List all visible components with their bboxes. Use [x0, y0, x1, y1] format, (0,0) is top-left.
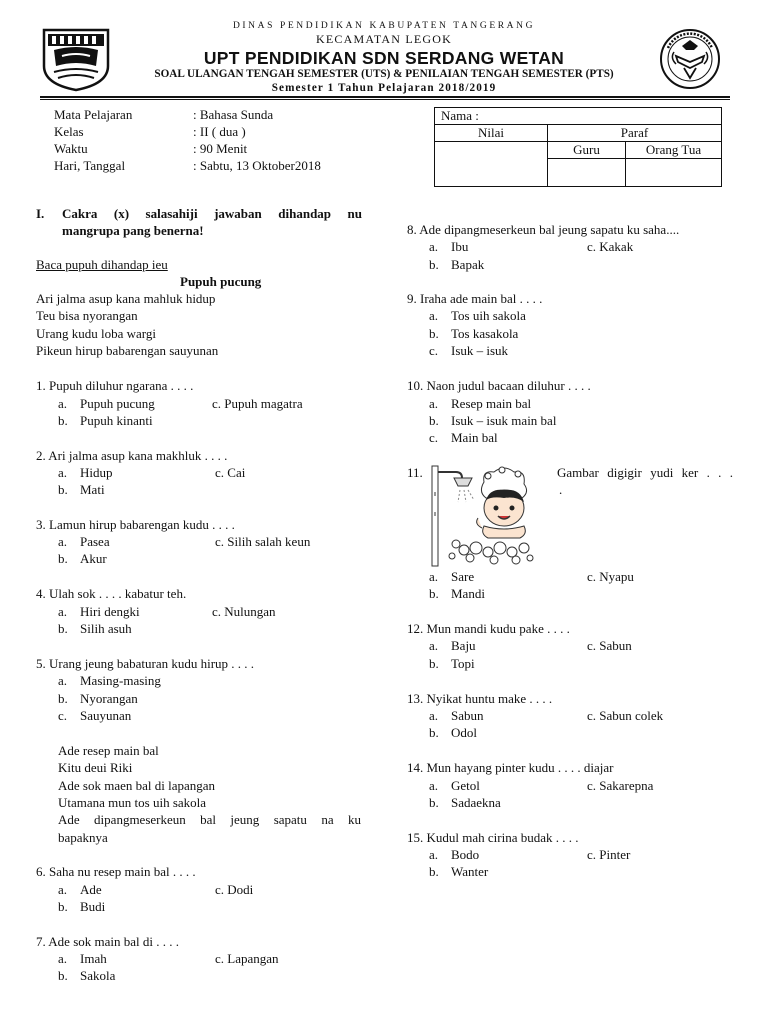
option-b[interactable]: Budi: [80, 899, 106, 914]
reading-intro: Baca pupuh dihandap ieu: [36, 257, 168, 272]
option-a[interactable]: Hidup: [80, 465, 113, 480]
option-b[interactable]: Wanter: [451, 864, 489, 879]
option-c[interactable]: c. Sabun: [587, 638, 632, 653]
option-c[interactable]: c. Cai: [215, 465, 246, 480]
option-b[interactable]: Isuk – isuk main bal: [451, 413, 557, 428]
info-value: : 90 Menit: [193, 141, 248, 156]
option-b[interactable]: Sadaekna: [451, 795, 501, 810]
option-label: a.: [429, 396, 439, 411]
instruction-line-1: Cakra (x) salasahiji jawaban dihandap nu: [62, 206, 362, 221]
option-label: a.: [429, 847, 439, 862]
option-label: a.: [429, 569, 439, 584]
orang-tua-signature-cell[interactable]: [626, 159, 722, 187]
option-b[interactable]: Bapak: [451, 257, 485, 272]
option-label: b.: [429, 257, 439, 272]
option-label: a.: [58, 882, 68, 897]
question-4: 4. Ulah sok . . . . kabatur teh.: [36, 586, 187, 601]
option-label: b.: [429, 864, 439, 879]
option-a[interactable]: Ibu: [451, 239, 469, 254]
semester-line: Semester 1 Tahun Pelajaran 2018/2019: [271, 82, 497, 94]
option-label: b.: [58, 968, 68, 983]
question-2: 2. Ari jalma asup kana makhluk . . . .: [36, 448, 228, 463]
header-rule-thin: [40, 99, 730, 100]
option-c[interactable]: c. Sakarepna: [587, 778, 654, 793]
orang-tua-header: Orang Tua: [626, 142, 722, 159]
option-c[interactable]: Main bal: [451, 430, 498, 445]
question-11-number: 11.: [407, 465, 423, 480]
option-label: b.: [429, 795, 439, 810]
paraf-header: Paraf: [548, 125, 722, 142]
school-name: UPT PENDIDIKAN SDN SERDANG WETAN: [203, 48, 565, 68]
option-label: c.: [429, 430, 439, 445]
question-13: 13. Nyikat huntu make . . . .: [407, 691, 553, 706]
option-c[interactable]: c. Sabun colek: [587, 708, 664, 723]
option-c[interactable]: Isuk – isuk: [451, 343, 509, 358]
nilai-cell[interactable]: [435, 142, 548, 187]
option-label: a.: [429, 308, 439, 323]
guru-header: Guru: [548, 142, 626, 159]
poem-line: Urang kudu loba wargi: [36, 326, 156, 341]
option-label: b.: [58, 551, 68, 566]
poem-line: Pikeun hirup babarengan sauyunan: [36, 343, 219, 358]
option-label: b.: [58, 899, 68, 914]
option-a[interactable]: Ade: [80, 882, 102, 897]
option-label: b.: [429, 413, 439, 428]
option-a[interactable]: Pasea: [80, 534, 110, 549]
option-c[interactable]: c. Nulungan: [212, 604, 276, 619]
option-a[interactable]: Resep main bal: [451, 396, 532, 411]
option-label: a.: [429, 239, 439, 254]
info-value: : Sabtu, 13 Oktober2018: [193, 158, 321, 173]
poem-line: Teu bisa nyorangan: [36, 308, 138, 323]
option-c[interactable]: Sauyunan: [80, 708, 132, 723]
option-label: b.: [429, 725, 439, 740]
option-c[interactable]: c. Pinter: [587, 847, 631, 862]
option-label: c.: [58, 708, 68, 723]
story-line: Ade dipangmeserkeun bal jeung sapatu na ku: [58, 812, 361, 827]
option-label: c.: [429, 343, 439, 358]
agency-name: DINAS PENDIDIKAN KABUPATEN TANGERANG: [232, 21, 536, 31]
option-label: b.: [58, 691, 68, 706]
option-label: b.: [429, 326, 439, 341]
option-a[interactable]: Imah: [80, 951, 107, 966]
question-6: 6. Saha nu resep main bal . . . .: [36, 864, 196, 879]
story-line: Ade sok maen bal di lapangan: [58, 778, 216, 793]
question-9: 9. Iraha ade main bal . . . .: [407, 291, 543, 306]
question-11-trailing-dot: .: [559, 482, 563, 497]
option-a[interactable]: Hiri dengki: [80, 604, 140, 619]
header-rule-thick: [40, 96, 730, 98]
score-box: [434, 107, 722, 187]
question-3: 3. Lamun hirup babarengan kudu . . . .: [36, 517, 235, 532]
option-c[interactable]: c. Dodi: [215, 882, 254, 897]
question-7: 7. Ade sok main bal di . . . .: [36, 934, 179, 949]
option-a[interactable]: Sare: [451, 569, 475, 584]
option-label: a.: [58, 465, 68, 480]
question-12: 12. Mun mandi kudu pake . . . .: [407, 621, 570, 636]
info-label: Waktu: [54, 141, 88, 156]
name-field-label[interactable]: Nama :: [435, 108, 722, 125]
option-label: a.: [58, 534, 68, 549]
option-a[interactable]: Bodo: [451, 847, 480, 862]
option-a[interactable]: Masing-masing: [80, 673, 161, 688]
option-b[interactable]: Tos kasakola: [451, 326, 519, 341]
info-value: : Bahasa Sunda: [193, 107, 274, 122]
option-c[interactable]: c. Silih salah keun: [215, 534, 311, 549]
option-b[interactable]: Topi: [451, 656, 475, 671]
option-label: a.: [58, 604, 68, 619]
option-label: b.: [58, 482, 68, 497]
story-line: Utamana mun tos uih sakola: [58, 795, 207, 810]
option-b[interactable]: Pupuh kinanti: [80, 413, 153, 428]
info-value: : II ( dua ): [193, 124, 246, 139]
option-label: b.: [429, 586, 439, 601]
option-c[interactable]: c. Lapangan: [215, 951, 279, 966]
option-b[interactable]: Mandi: [451, 586, 485, 601]
option-b[interactable]: Nyorangan: [80, 691, 138, 706]
option-c[interactable]: c. Pupuh magatra: [212, 396, 303, 411]
option-b[interactable]: Akur: [80, 551, 107, 566]
question-14: 14. Mun hayang pinter kudu . . . . diajar: [407, 760, 614, 775]
option-a[interactable]: Sabun: [451, 708, 484, 723]
story-line: Ade resep main bal: [58, 743, 159, 758]
exam-title: SOAL ULANGAN TENGAH SEMESTER (UTS) & PENILAIAN TENGAH SEMESTER (PTS): [154, 68, 614, 80]
district-name: KECAMATAN LEGOK: [315, 32, 453, 46]
option-label: b.: [58, 413, 68, 428]
poem-title: Pupuh pucung: [180, 274, 262, 289]
info-label: Mata Pelajaran: [54, 107, 133, 122]
option-b[interactable]: Mati: [80, 482, 105, 497]
option-b[interactable]: Sakola: [80, 968, 116, 983]
option-a[interactable]: Pupuh pucung: [80, 396, 155, 411]
info-label: Kelas: [54, 124, 84, 139]
option-a[interactable]: Getol: [451, 778, 480, 793]
question-8: 8. Ade dipangmeserkeun bal jeung sapatu ku saha....: [407, 222, 680, 237]
option-label: a.: [58, 951, 68, 966]
option-b[interactable]: Silih asuh: [80, 621, 132, 636]
story-line: bapaknya: [58, 830, 108, 845]
info-label: Hari, Tanggal: [54, 158, 126, 173]
instruction-line-2: mangrupa pang benerna!: [62, 223, 204, 238]
option-label: b.: [429, 656, 439, 671]
question-5: 5. Urang jeung babaturan kudu hirup . . . .: [36, 656, 255, 671]
question-15: 15. Kudul mah cirina budak . . . .: [407, 830, 579, 845]
nilai-header: Nilai: [435, 125, 548, 142]
question-1: 1. Pupuh diluhur ngarana . . . .: [36, 378, 194, 393]
option-a[interactable]: Tos uih sakola: [451, 308, 526, 323]
question-11: Gambar digigir yudi ker . . .: [557, 465, 733, 480]
option-c[interactable]: c. Kakak: [587, 239, 634, 254]
guru-signature-cell[interactable]: [548, 159, 626, 187]
option-label: a.: [429, 708, 439, 723]
option-c[interactable]: c. Nyapu: [587, 569, 634, 584]
option-label: a.: [58, 396, 68, 411]
story-line: Kitu deui Riki: [58, 760, 133, 775]
option-label: a.: [58, 673, 68, 688]
option-label: b.: [58, 621, 68, 636]
option-label: a.: [429, 778, 439, 793]
option-label: a.: [429, 638, 439, 653]
poem-line: Ari jalma asup kana mahluk hidup: [36, 291, 216, 306]
section-number: I.: [36, 206, 45, 221]
question-10: 10. Naon judul bacaan diluhur . . . .: [407, 378, 591, 393]
shower-child-illustration: [430, 462, 540, 568]
option-b[interactable]: Odol: [451, 725, 477, 740]
option-a[interactable]: Baju: [451, 638, 476, 653]
